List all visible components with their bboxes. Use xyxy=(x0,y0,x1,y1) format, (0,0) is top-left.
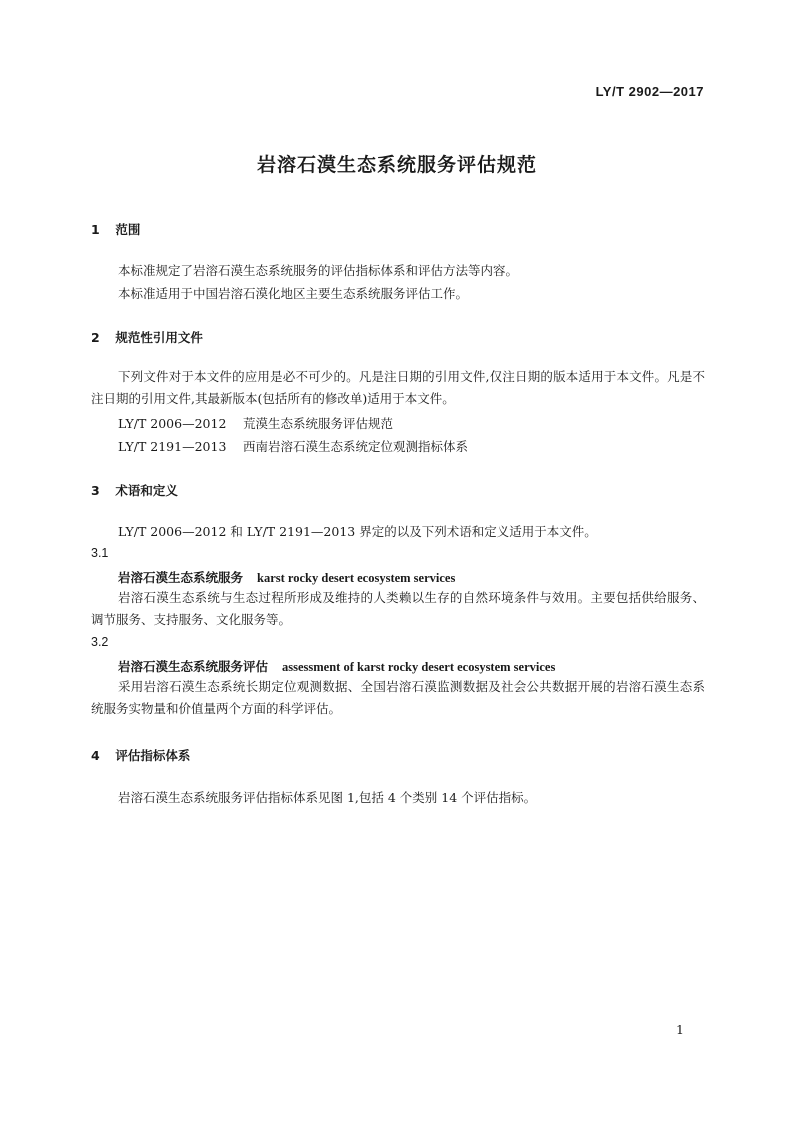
document-title: 岩溶石漠生态系统服务评估规范 xyxy=(256,154,537,176)
section-title: 范围 xyxy=(115,222,141,237)
section-4-paragraph: 岩溶石漠生态系统服务评估指标体系见图 1,包括 4 个类别 14 个评估指标。 xyxy=(118,790,537,805)
standard-code: LY/T 2902—2017 xyxy=(595,84,704,99)
section-1-heading xyxy=(91,220,140,238)
section-number: 3 xyxy=(91,483,100,498)
reference-item xyxy=(118,414,393,432)
term-number: 3.1 xyxy=(91,546,109,560)
section-3-paragraph: LY/T 2006—2012 和 LY/T 2191—2013 界定的以及下列术语和定义适用于本文件。 xyxy=(118,524,597,539)
section-number: 1 xyxy=(91,222,100,237)
term-chinese: 岩溶石漠生态系统服务评估 xyxy=(118,659,269,674)
term-heading xyxy=(118,568,455,586)
section-2-heading xyxy=(91,328,203,346)
reference-code: LY/T 2191—2013 xyxy=(118,439,227,454)
term-definition: 岩溶石漠生态系统与生态过程所形成及维持的人类赖以生存的自然环境条件与效用。主要包括供给服务、调节服务、支持服务、文化服务等。 xyxy=(91,590,705,627)
page-number: 1 xyxy=(676,1022,684,1037)
reference-item xyxy=(118,437,468,455)
term-english: assessment of karst rocky desert ecosystem services xyxy=(282,660,556,674)
term-number: 3.2 xyxy=(91,635,109,649)
term-definition: 采用岩溶石漠生态系统长期定位观测数据、全国岩溶石漠监测数据及社会公共数据开展的岩溶石漠生态系统服务实物量和价值量两个方面的科学评估。 xyxy=(91,679,705,716)
section-4-heading xyxy=(91,746,190,764)
reference-code: LY/T 2006—2012 xyxy=(118,416,227,431)
reference-title: 荒漠生态系统服务评估规范 xyxy=(243,416,394,431)
section-1-paragraph-1: 本标准规定了岩溶石漠生态系统服务的评估指标体系和评估方法等内容。 xyxy=(118,263,519,278)
section-title: 术语和定义 xyxy=(115,483,178,498)
term-english: karst rocky desert ecosystem services xyxy=(257,571,456,585)
section-title: 规范性引用文件 xyxy=(115,330,203,345)
section-2-paragraph: 下列文件对于本文件的应用是必不可少的。凡是注日期的引用文件,仅注日期的版本适用于本文件。凡是不注日期的引用文件,其最新版本(包括所有的修改单)适用于本文件。 xyxy=(91,369,705,406)
section-1-paragraph-2: 本标准适用于中国岩溶石漠化地区主要生态系统服务评估工作。 xyxy=(118,286,469,301)
reference-title: 西南岩溶石漠生态系统定位观测指标体系 xyxy=(243,439,469,454)
section-title: 评估指标体系 xyxy=(115,748,191,763)
section-number: 4 xyxy=(91,748,100,763)
term-heading xyxy=(118,657,555,675)
term-chinese: 岩溶石漠生态系统服务 xyxy=(118,570,244,585)
section-3-heading xyxy=(91,481,178,499)
section-number: 2 xyxy=(91,330,100,345)
